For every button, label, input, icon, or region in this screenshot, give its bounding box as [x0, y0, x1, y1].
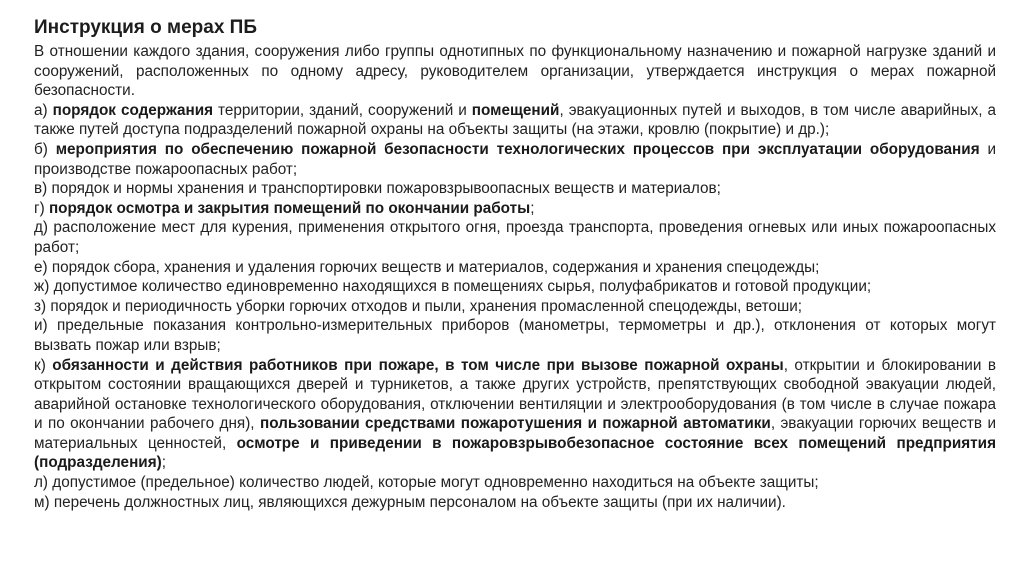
item-k-text-3: ;	[161, 454, 166, 472]
item-b-bold-1: мероприятия по обеспечению пожарной безопасности технологических процессов при эксплуатации оборудования	[55, 140, 980, 158]
item-g-prefix: г)	[34, 199, 49, 217]
slide-content	[34, 16, 996, 512]
item-b	[34, 140, 996, 179]
item-a-prefix: а)	[34, 101, 53, 119]
item-d: д) расположение мест для курения, применения открытого огня, проезда транспорта, проведения огневых или иных пожароопасных работ;	[34, 219, 996, 256]
item-a-text-2: , эвакуационных путей и выходов, в том числе аварийных, а также путей доступа подразделений пожарной охраны на объекты защиты (на этажи, кровлю (покрытие) и др.);	[34, 101, 996, 139]
item-z: з) порядок и периодичность уборки горючих отходов и пыли, хранения промасленной спецодежды, ветоши;	[34, 297, 803, 315]
item-a-bold-2: помещений	[471, 101, 560, 119]
item-k	[34, 356, 996, 474]
item-k-bold-2: пользовании средствами пожаротушения и пожарной автоматики	[259, 415, 771, 433]
item-k-text-1: , открытии и блокировании в открытом состоянии вращающихся дверей и турникетов, а также других устройств, препятствующих свободной эвакуации людей, аварийной остановке технологического оборудования, отключении вентиляции и электрооборудования (в том числе в случае пожара и по окончании рабочего дня),	[34, 356, 997, 433]
item-zh: ж) допустимое количество единовременно находящихся в помещениях сырья, полуфабрикатов и готовой продукции;	[34, 278, 872, 296]
item-k-bold-3: осмотре и приведении в пожаровзрывобезопасное состояние всех помещений предприятия (подразделения)	[34, 434, 996, 472]
slide-title: Инструкция о мерах ПБ	[34, 17, 257, 38]
item-g-text-1: ;	[530, 199, 535, 217]
item-m: м) перечень должностных лиц, являющихся дежурным персоналом на объекте защиты (при их наличии).	[34, 493, 786, 511]
item-g	[34, 199, 996, 219]
intro-paragraph: В отношении каждого здания, сооружения либо группы однотипных по функциональному назначению и пожарной нагрузке зданий и сооружений, расположенных по одному адресу, руководителем организации, утверждается инструкция о мерах пожарной безопасности.	[34, 43, 996, 100]
instruction-body	[34, 42, 996, 512]
item-v: в) порядок и нормы хранения и транспортировки пожаровзрывоопасных веществ и материалов;	[34, 180, 721, 198]
item-b-prefix: б)	[34, 140, 56, 158]
item-i: и) предельные показания контрольно-измерительных приборов (манометры, термометры и др.), отклонения от которых могут вызвать пожар или взрыв;	[34, 317, 996, 354]
item-a-text-1: территории, зданий, сооружений и	[213, 101, 472, 119]
item-a	[34, 101, 996, 140]
item-l: л) допустимое (предельное) количество людей, которые могут одновременно находиться на объекте защиты;	[34, 474, 819, 492]
item-b-text-1: и производстве пожароопасных работ;	[34, 140, 997, 178]
item-k-text-2: , эвакуации горючих веществ и материальных ценностей,	[34, 415, 996, 452]
item-k-bold-1: обязанности и действия работников при пожаре, в том числе при вызове пожарной охраны	[52, 356, 784, 374]
item-a-bold-1: порядок содержания	[52, 101, 214, 119]
item-e: е) порядок сбора, хранения и удаления горючих веществ и материалов, содержания и хранения спецодежды;	[34, 258, 820, 276]
item-k-prefix: к)	[34, 356, 53, 374]
item-g-bold-1: порядок осмотра и закрытия помещений по окончании работы	[48, 199, 531, 217]
